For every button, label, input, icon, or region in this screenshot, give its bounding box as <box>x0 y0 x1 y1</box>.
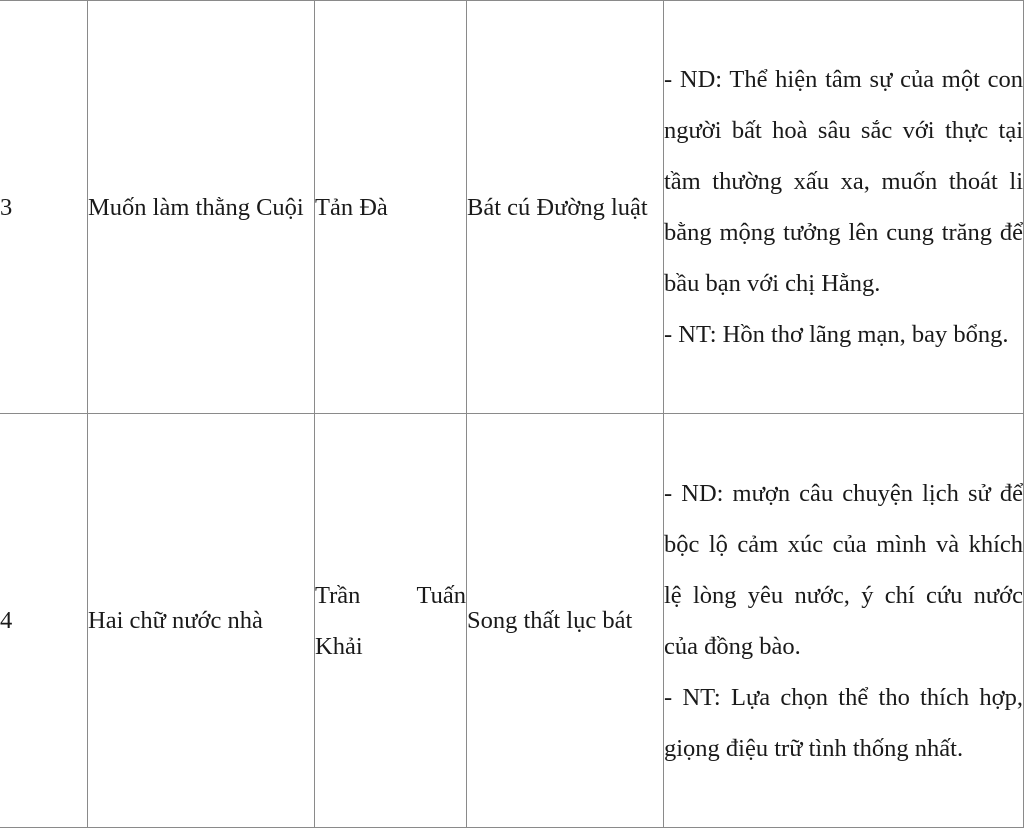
content-note: - ND: Thể hiện tâm sự của một con người bất hoà sâu sắc với thực tại tầm thường xấu xa, muốn thoát li bằng mộng tưởng lên cung trăng để bầu bạn với chị Hằng. <box>664 66 1023 297</box>
work-author: Trần Tuấn Khải <box>315 414 467 828</box>
row-number: 4 <box>0 414 88 828</box>
table-row <box>0 1 1024 414</box>
work-author: Tản Đà <box>315 1 467 414</box>
content-and-art <box>664 414 1024 828</box>
work-title: Muốn làm thằng Cuội <box>88 1 315 414</box>
table-row <box>0 414 1024 828</box>
content-and-art <box>664 1 1024 414</box>
poetic-form: Bát cú Đường luật <box>467 1 664 414</box>
art-note: - NT: Hồn thơ lãng mạn, bay bổng. <box>664 321 1009 348</box>
row-number: 3 <box>0 1 88 414</box>
poetic-form: Song thất lục bát <box>467 414 664 828</box>
art-note: - NT: Lựa chọn thể tho thích hợp, giọng điệu trữ tình thống nhất. <box>664 683 1023 762</box>
work-title: Hai chữ nước nhà <box>88 414 315 828</box>
content-note: - ND: mượn câu chuyện lịch sử để bộc lộ cảm xúc của mình và khích lệ lòng yêu nước, ý chí cứu nước của đồng bào. <box>664 479 1023 660</box>
